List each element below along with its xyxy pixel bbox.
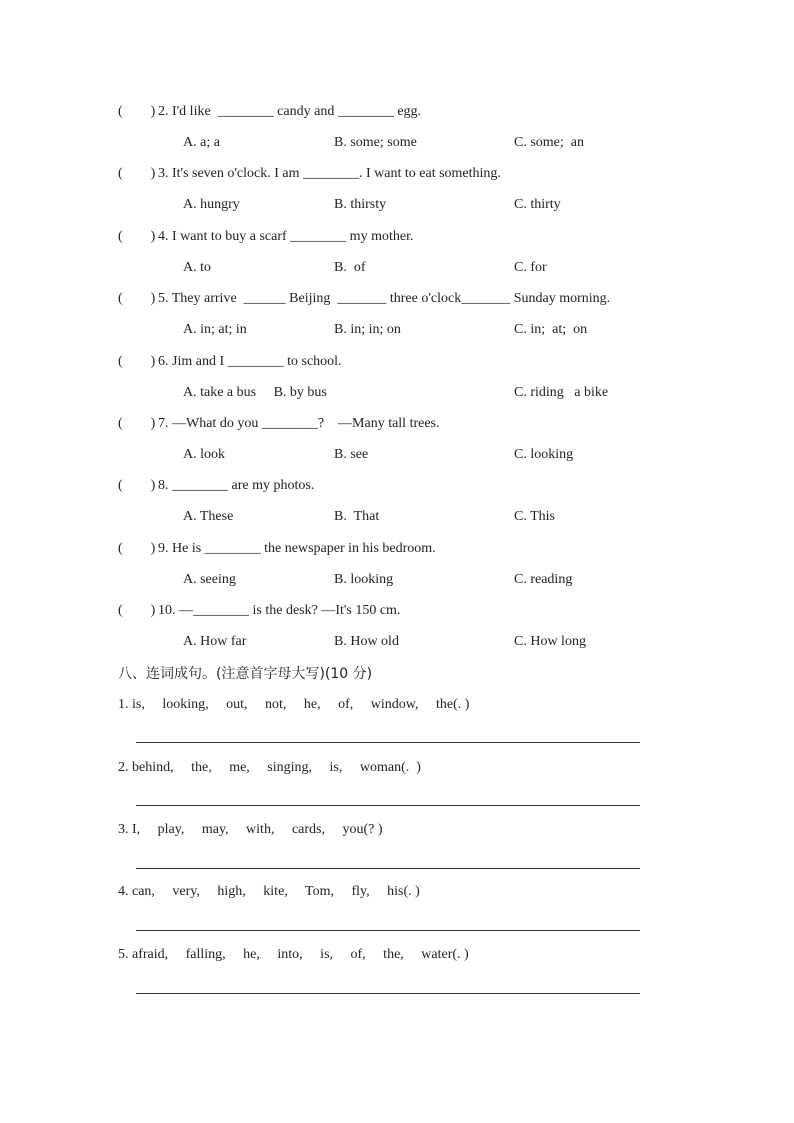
question-stem: 6. Jim and I ________ to school. — [158, 354, 342, 369]
option-c[interactable]: C. riding a bike — [514, 385, 609, 400]
option-b[interactable]: B. That — [334, 509, 380, 524]
answer-line-4[interactable] — [136, 930, 640, 931]
option-c[interactable]: C. for — [514, 260, 547, 275]
answer-bracket[interactable]: ( ) — [118, 166, 156, 181]
answer-bracket[interactable]: ( ) — [118, 229, 156, 244]
reorder-item-5: 5. afraid, falling, he, into, is, of, the, water(. ) — [118, 947, 469, 962]
answer-line-1[interactable] — [136, 742, 640, 743]
option-c[interactable]: C. some; an — [514, 135, 584, 150]
option-b[interactable]: B. see — [334, 447, 369, 462]
question-stem: 10. —________ is the desk? —It's 150 cm. — [158, 603, 401, 618]
reorder-item-2: 2. behind, the, me, singing, is, woman(. ) — [118, 760, 421, 775]
option-a[interactable]: A. seeing — [183, 572, 236, 587]
question-stem: 5. They arrive ______ Beijing _______ three o'clock_______ Sunday morning. — [158, 291, 611, 306]
option-b[interactable]: B. How old — [334, 634, 399, 649]
answer-bracket[interactable]: ( ) — [118, 416, 156, 431]
question-stem: 9. He is ________ the newspaper in his bedroom. — [158, 541, 436, 556]
option-a[interactable]: A. in; at; in — [183, 322, 247, 337]
option-b[interactable]: B. looking — [334, 572, 394, 587]
answer-bracket[interactable]: ( ) — [118, 541, 156, 556]
option-b[interactable]: B. thirsty — [334, 197, 387, 212]
reorder-item-1: 1. is, looking, out, not, he, of, window, the(. ) — [118, 697, 470, 712]
answer-bracket[interactable]: ( ) — [118, 354, 156, 369]
answer-bracket[interactable]: ( ) — [118, 291, 156, 306]
answer-line-3[interactable] — [136, 868, 640, 869]
question-stem: 8. ________ are my photos. — [158, 478, 315, 493]
option-a[interactable]: A. hungry — [183, 197, 240, 212]
option-c[interactable]: C. How long — [514, 634, 586, 649]
question-stem: 4. I want to buy a scarf ________ my mother. — [158, 229, 414, 244]
option-b[interactable]: B. of — [334, 260, 366, 275]
option-a[interactable]: A. to — [183, 260, 211, 275]
answer-line-5[interactable] — [136, 993, 640, 994]
option-a[interactable]: A. These — [183, 509, 234, 524]
answer-line-2[interactable] — [136, 805, 640, 806]
section-8-heading: 八、连词成句。(注意首字母大写)(10 分) — [118, 666, 373, 682]
option-c[interactable]: C. reading — [514, 572, 573, 587]
answer-bracket[interactable]: ( ) — [118, 104, 156, 119]
option-c[interactable]: C. This — [514, 509, 555, 524]
option-c[interactable]: C. looking — [514, 447, 574, 462]
question-stem: 7. —What do you ________? —Many tall trees. — [158, 416, 440, 431]
option-a[interactable]: A. a; a — [183, 135, 220, 150]
option-b[interactable]: B. some; some — [334, 135, 417, 150]
answer-bracket[interactable]: ( ) — [118, 603, 156, 618]
option-a[interactable]: A. look — [183, 447, 225, 462]
option-a[interactable]: A. How far — [183, 634, 247, 649]
option-a[interactable]: A. take a bus B. by bus — [183, 385, 327, 400]
answer-bracket[interactable]: ( ) — [118, 478, 156, 493]
option-c[interactable]: C. thirty — [514, 197, 561, 212]
reorder-item-3: 3. I, play, may, with, cards, you(? ) — [118, 822, 383, 837]
reorder-item-4: 4. can, very, high, kite, Tom, fly, his(. ) — [118, 884, 420, 899]
question-stem: 2. I'd like ________ candy and ________ egg. — [158, 104, 422, 119]
question-stem: 3. It's seven o'clock. I am ________. I want to eat something. — [158, 166, 501, 181]
option-c[interactable]: C. in; at; on — [514, 322, 588, 337]
option-b[interactable]: B. in; in; on — [334, 322, 401, 337]
